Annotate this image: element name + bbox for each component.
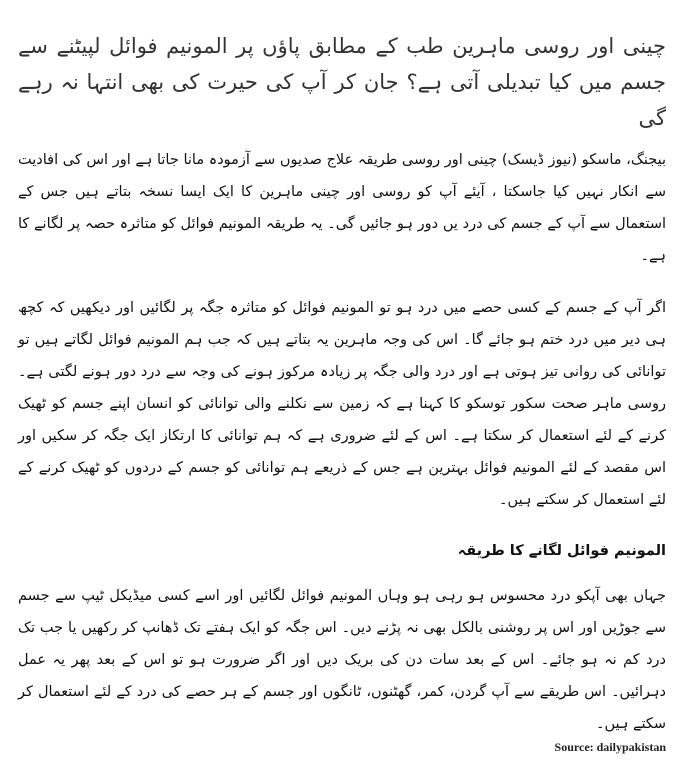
method-subheading: المونیم فوائل لگانے کا طریقہ	[457, 543, 666, 559]
article-headline: چینی اور روسی ماہرین طب کے مطابق پاؤں پر المونیم فوائل لپیٹنے سے جسم میں کیا تبدیلی آتی ہے؟ جان کر آپ کی حیرت کی بھی انتہا نہ رہے گی	[18, 34, 666, 130]
body-paragraph: اگر آپ کے جسم کے کسی حصے میں درد ہو تو المونیم فوائل کو متاثرہ جگہ پر لگائیں اور دیکھیں کہ کچھ ہی دیر میں درد ختم ہو جائے گا۔ اس کی وجہ ماہرین یہ بتاتے ہیں کہ جب ہم المونیم فوائل لگاتے ہیں تو توانائی کی روانی تیز ہوتی ہے اور درد والی جگہ پر زیادہ مرکوز ہونے کی وجہ سے درد دور ہونے لگتی ہے۔ روسی ماہر صحت سکور توسکو کا کہنا ہے کہ زمین سے نکلنے والی توانائی کو انسان اپنے جسم کو ٹھیک کرنے کے لئے استعمال کر سکتا ہے۔ اس کے لئے ضروری ہے کہ ہم توانائی کا ارتکاز ایک جگہ کر سکیں اور اس مقصد کے لئے المونیم فوائل بہترین ہے جس کے ذریعے ہم توانائی کو جسم کے دردوں کو ٹھیک کرنے کے لئے استعمال کر سکتے ہیں۔	[18, 300, 666, 508]
article	[18, 28, 666, 760]
method-paragraph: جہاں بھی آپکو درد محسوس ہو رہی ہو وہاں المونیم فوائل لگائیں اور اسے کسی میڈیکل ٹیپ سے جسم سے جوڑیں اور اس پر روشنی بالکل بھی نہ پڑنے دیں۔ اس جگہ کو ایک ہفتے تک ڈھانپ کر رکھیں یا جب تک درد کم نہ ہو جائے۔ اس کے بعد سات دن کی بریک دیں اور اگر ضرورت ہو تو اس کے بعد پھر یہ عمل دہرائیں۔ اس طریقے سے آپ گردن، کمر، گھٹنوں، ٹانگوں اور جسم کے ہر حصے کی درد کے لئے استعمال کر سکتے ہیں۔	[18, 588, 666, 732]
intro-paragraph: بیجنگ، ماسکو (نیوز ڈیسک) چینی اور روسی طریقہ علاج صدیوں سے آزمودہ مانا جاتا ہے اور اس کی افادیت سے انکار نہیں کیا جاسکتا ، آیئے آپ کو روسی اور چینی ماہرین کا ایک ایسا نسخہ بتاتے ہیں جس کے استعمال سے آپ کے جسم کی درد یں دور ہو جائیں گی۔ یہ طریقہ المونیم فوائل کو متاثرہ حصہ پر لگانے کا ہے۔	[18, 152, 666, 264]
source-credit: Source: dailypakistan	[554, 740, 666, 754]
